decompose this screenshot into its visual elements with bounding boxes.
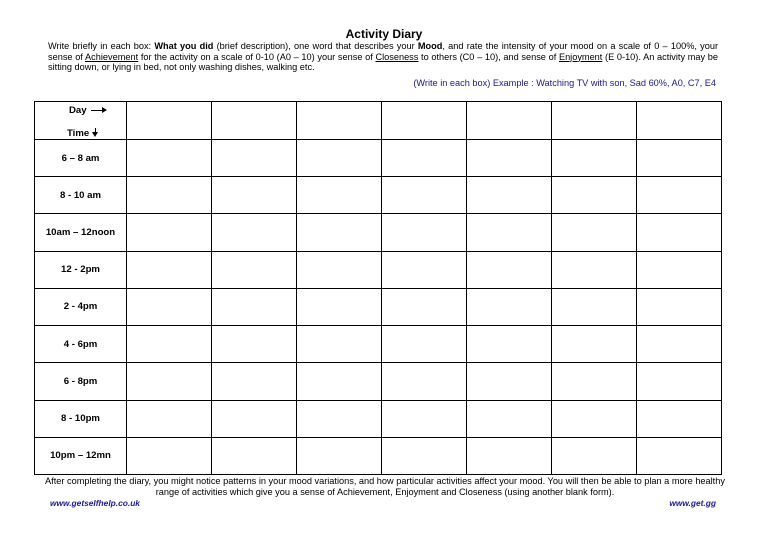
day-cell[interactable]	[127, 102, 212, 140]
time-slot-row	[35, 251, 722, 288]
entry-cell[interactable]	[297, 326, 382, 363]
entry-cell[interactable]	[212, 288, 297, 325]
entry-cell[interactable]	[467, 288, 552, 325]
entry-cell[interactable]	[637, 251, 722, 288]
footer-note: After completing the diary, you might notice patterns in your mood variations, and how particular activities affect your mood. You will then be able to plan a more healthy range of activities which give you a sense of Achievement, Enjoyment and Closeness (using another blank form).	[45, 476, 725, 497]
time-slot-row	[35, 288, 722, 325]
entry-cell[interactable]	[467, 437, 552, 474]
entry-cell[interactable]	[212, 400, 297, 437]
entry-cell[interactable]	[382, 288, 467, 325]
time-header	[67, 128, 96, 139]
time-slot-row	[35, 214, 722, 251]
time-slot-row	[35, 437, 722, 474]
intro-underline-enjoyment: Enjoyment	[558, 51, 603, 62]
entry-cell[interactable]	[297, 363, 382, 400]
intro-underline-achievement: Achievement	[85, 51, 139, 62]
entry-cell[interactable]	[637, 177, 722, 214]
entry-cell[interactable]	[382, 400, 467, 437]
entry-cell[interactable]	[552, 140, 637, 177]
day-cell[interactable]	[297, 102, 382, 140]
intro-text: Write briefly in each box:	[48, 41, 155, 51]
entry-cell[interactable]	[382, 251, 467, 288]
entry-cell[interactable]	[382, 363, 467, 400]
intro-bold-what-you-did: What you did	[154, 41, 214, 51]
day-cell[interactable]	[637, 102, 722, 140]
entry-cell[interactable]	[467, 177, 552, 214]
entry-cell[interactable]	[127, 363, 212, 400]
day-time-header-cell	[35, 102, 127, 140]
entry-cell[interactable]	[552, 214, 637, 251]
entry-cell[interactable]	[127, 400, 212, 437]
time-slot-label: 10pm – 12mn	[35, 437, 127, 474]
time-slot-label: 12 - 2pm	[35, 251, 127, 288]
entry-cell[interactable]	[467, 140, 552, 177]
time-slot-label: 2 - 4pm	[35, 288, 127, 325]
entry-cell[interactable]	[467, 214, 552, 251]
day-cell[interactable]	[382, 102, 467, 140]
intro-text: for the activity on a scale of 0-10 (A0 – 10) your sense of	[138, 51, 376, 62]
time-slot-row	[35, 363, 722, 400]
entry-cell[interactable]	[637, 363, 722, 400]
entry-cell[interactable]	[382, 214, 467, 251]
entry-cell[interactable]	[637, 437, 722, 474]
time-label: Time	[67, 128, 90, 139]
intro-underline-closeness: Closeness	[375, 51, 419, 62]
day-cell[interactable]	[212, 102, 297, 140]
day-label: Day	[69, 105, 87, 116]
entry-cell[interactable]	[297, 140, 382, 177]
entry-cell[interactable]	[212, 251, 297, 288]
entry-cell[interactable]	[552, 177, 637, 214]
entry-cell[interactable]	[127, 177, 212, 214]
entry-cell[interactable]	[552, 288, 637, 325]
website-link-left[interactable]: www.getselfhelp.co.uk	[50, 498, 140, 508]
intro-text: (brief description), one word that describes your	[213, 41, 418, 51]
entry-cell[interactable]	[552, 437, 637, 474]
time-slot-row	[35, 400, 722, 437]
intro-bold-mood: Mood	[417, 41, 443, 51]
website-link-right[interactable]: www.get.gg	[669, 498, 716, 508]
entry-cell[interactable]	[382, 437, 467, 474]
entry-cell[interactable]	[297, 214, 382, 251]
entry-cell[interactable]	[212, 140, 297, 177]
time-slot-label: 6 – 8 am	[35, 140, 127, 177]
entry-cell[interactable]	[382, 326, 467, 363]
entry-cell[interactable]	[467, 400, 552, 437]
entry-cell[interactable]	[297, 177, 382, 214]
entry-cell[interactable]	[467, 251, 552, 288]
entry-cell[interactable]	[297, 400, 382, 437]
entry-cell[interactable]	[127, 326, 212, 363]
intro-text: to others (C0 – 10), and sense of	[418, 51, 559, 62]
time-slot-row	[35, 140, 722, 177]
entry-cell[interactable]	[552, 251, 637, 288]
entry-cell[interactable]	[637, 214, 722, 251]
entry-cell[interactable]	[212, 437, 297, 474]
time-slot-label: 8 - 10pm	[35, 400, 127, 437]
entry-cell[interactable]	[382, 140, 467, 177]
entry-cell[interactable]	[637, 140, 722, 177]
time-slot-label: 8 - 10 am	[35, 177, 127, 214]
entry-cell[interactable]	[297, 437, 382, 474]
entry-cell[interactable]	[467, 326, 552, 363]
diary-table	[34, 101, 722, 475]
entry-cell[interactable]	[467, 363, 552, 400]
time-slot-row	[35, 177, 722, 214]
time-slot-label: 10am – 12noon	[35, 214, 127, 251]
entry-cell[interactable]	[552, 326, 637, 363]
time-slot-label: 6 - 8pm	[35, 363, 127, 400]
entry-cell[interactable]	[297, 288, 382, 325]
intro-text: (E 0-10). An activity may be sitting down, or lying in bed, not only washing dishes, walking etc.	[48, 51, 718, 73]
entry-cell[interactable]	[212, 177, 297, 214]
entry-cell[interactable]	[552, 400, 637, 437]
entry-cell[interactable]	[127, 437, 212, 474]
entry-cell[interactable]	[382, 177, 467, 214]
time-slot-row	[35, 326, 722, 363]
entry-cell[interactable]	[297, 251, 382, 288]
entry-cell[interactable]	[127, 214, 212, 251]
entry-cell[interactable]	[212, 326, 297, 363]
entry-cell[interactable]	[127, 288, 212, 325]
intro-text: , and rate the intensity of your mood on a scale of 0 – 100%, your sense of	[48, 41, 719, 62]
day-cell[interactable]	[552, 102, 637, 140]
entry-cell[interactable]	[212, 363, 297, 400]
entry-cell[interactable]	[637, 326, 722, 363]
page-title: Activity Diary	[345, 27, 423, 41]
arrow-right-icon	[91, 110, 105, 111]
time-slot-label: 4 - 6pm	[35, 326, 127, 363]
entry-cell[interactable]	[637, 288, 722, 325]
entry-cell[interactable]	[212, 214, 297, 251]
instructions	[48, 41, 718, 73]
entry-cell[interactable]	[552, 363, 637, 400]
day-cell[interactable]	[467, 102, 552, 140]
header-row	[35, 102, 722, 140]
entry-cell[interactable]	[637, 400, 722, 437]
entry-cell[interactable]	[127, 251, 212, 288]
day-header	[69, 105, 105, 116]
example-text: (Write in each box) Example : Watching TV with son, Sad 60%, A0, C7, E4	[413, 78, 716, 88]
arrow-down-icon	[95, 128, 96, 135]
entry-cell[interactable]	[127, 140, 212, 177]
